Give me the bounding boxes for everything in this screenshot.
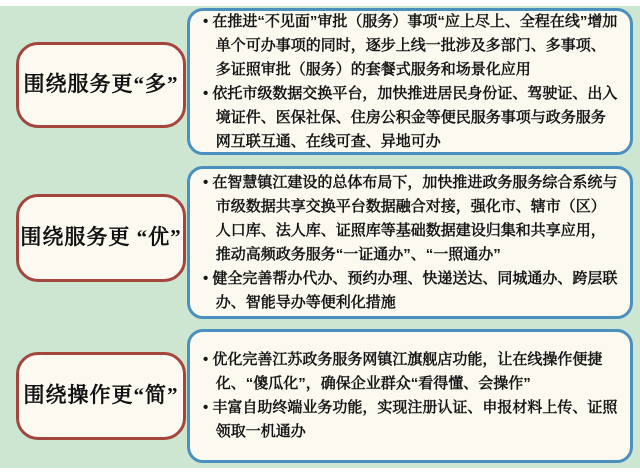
bullet-item: • 依托市级数据交换平台，加快推进居民身份证、驾驶证、出入境证件、医保社保、住房公积金等便民服务事项与政务服务网互联互通、在线可查、异地可办 bbox=[203, 82, 618, 154]
content-panel-service-better bbox=[187, 166, 633, 319]
content-panel-operation-simpler bbox=[187, 329, 633, 463]
diagram-background bbox=[0, 6, 640, 468]
bullet-item: • 在智慧镇江建设的总体布局下，加快推进政务服务综合系统与市级数据共享交换平台数据融合对接，强化市、辖市（区）人口库、法人库、证照库等基础数据建设归集和共享应用，推动高频政务服务“一证通办”、“一照通办” bbox=[203, 171, 618, 267]
row-label-text: 围绕服务更“多” bbox=[23, 72, 179, 97]
row-label-text: 围绕服务更 “优” bbox=[20, 225, 182, 250]
bullet-item: • 优化完善江苏政务服务网镇江旗舰店功能，让在线操作便捷化、“傻瓜化”，确保企业群众“看得懂、会操作” bbox=[203, 348, 618, 396]
row-label-operation-simpler bbox=[16, 352, 186, 440]
row-label-service-better bbox=[16, 194, 186, 282]
bullet-item: • 在推进“不见面”审批（服务）事项“应上尽上、全程在线”增加单个可办事项的同时，逐步上线一批涉及多部门、多事项、多证照审批（服务）的套餐式服务和场景化应用 bbox=[203, 10, 618, 82]
row-label-text: 围绕操作更“简” bbox=[23, 383, 179, 408]
bullet-item: • 丰富自助终端业务功能，实现注册认证、申报材料上传、证照领取一机通办 bbox=[203, 396, 618, 444]
bullet-item: • 健全完善帮办代办、预约办理、快递送达、同城通办、跨层联办、智能导办等便利化措施 bbox=[203, 267, 618, 315]
row-label-service-more bbox=[16, 42, 186, 128]
content-panel-service-more bbox=[187, 8, 633, 155]
